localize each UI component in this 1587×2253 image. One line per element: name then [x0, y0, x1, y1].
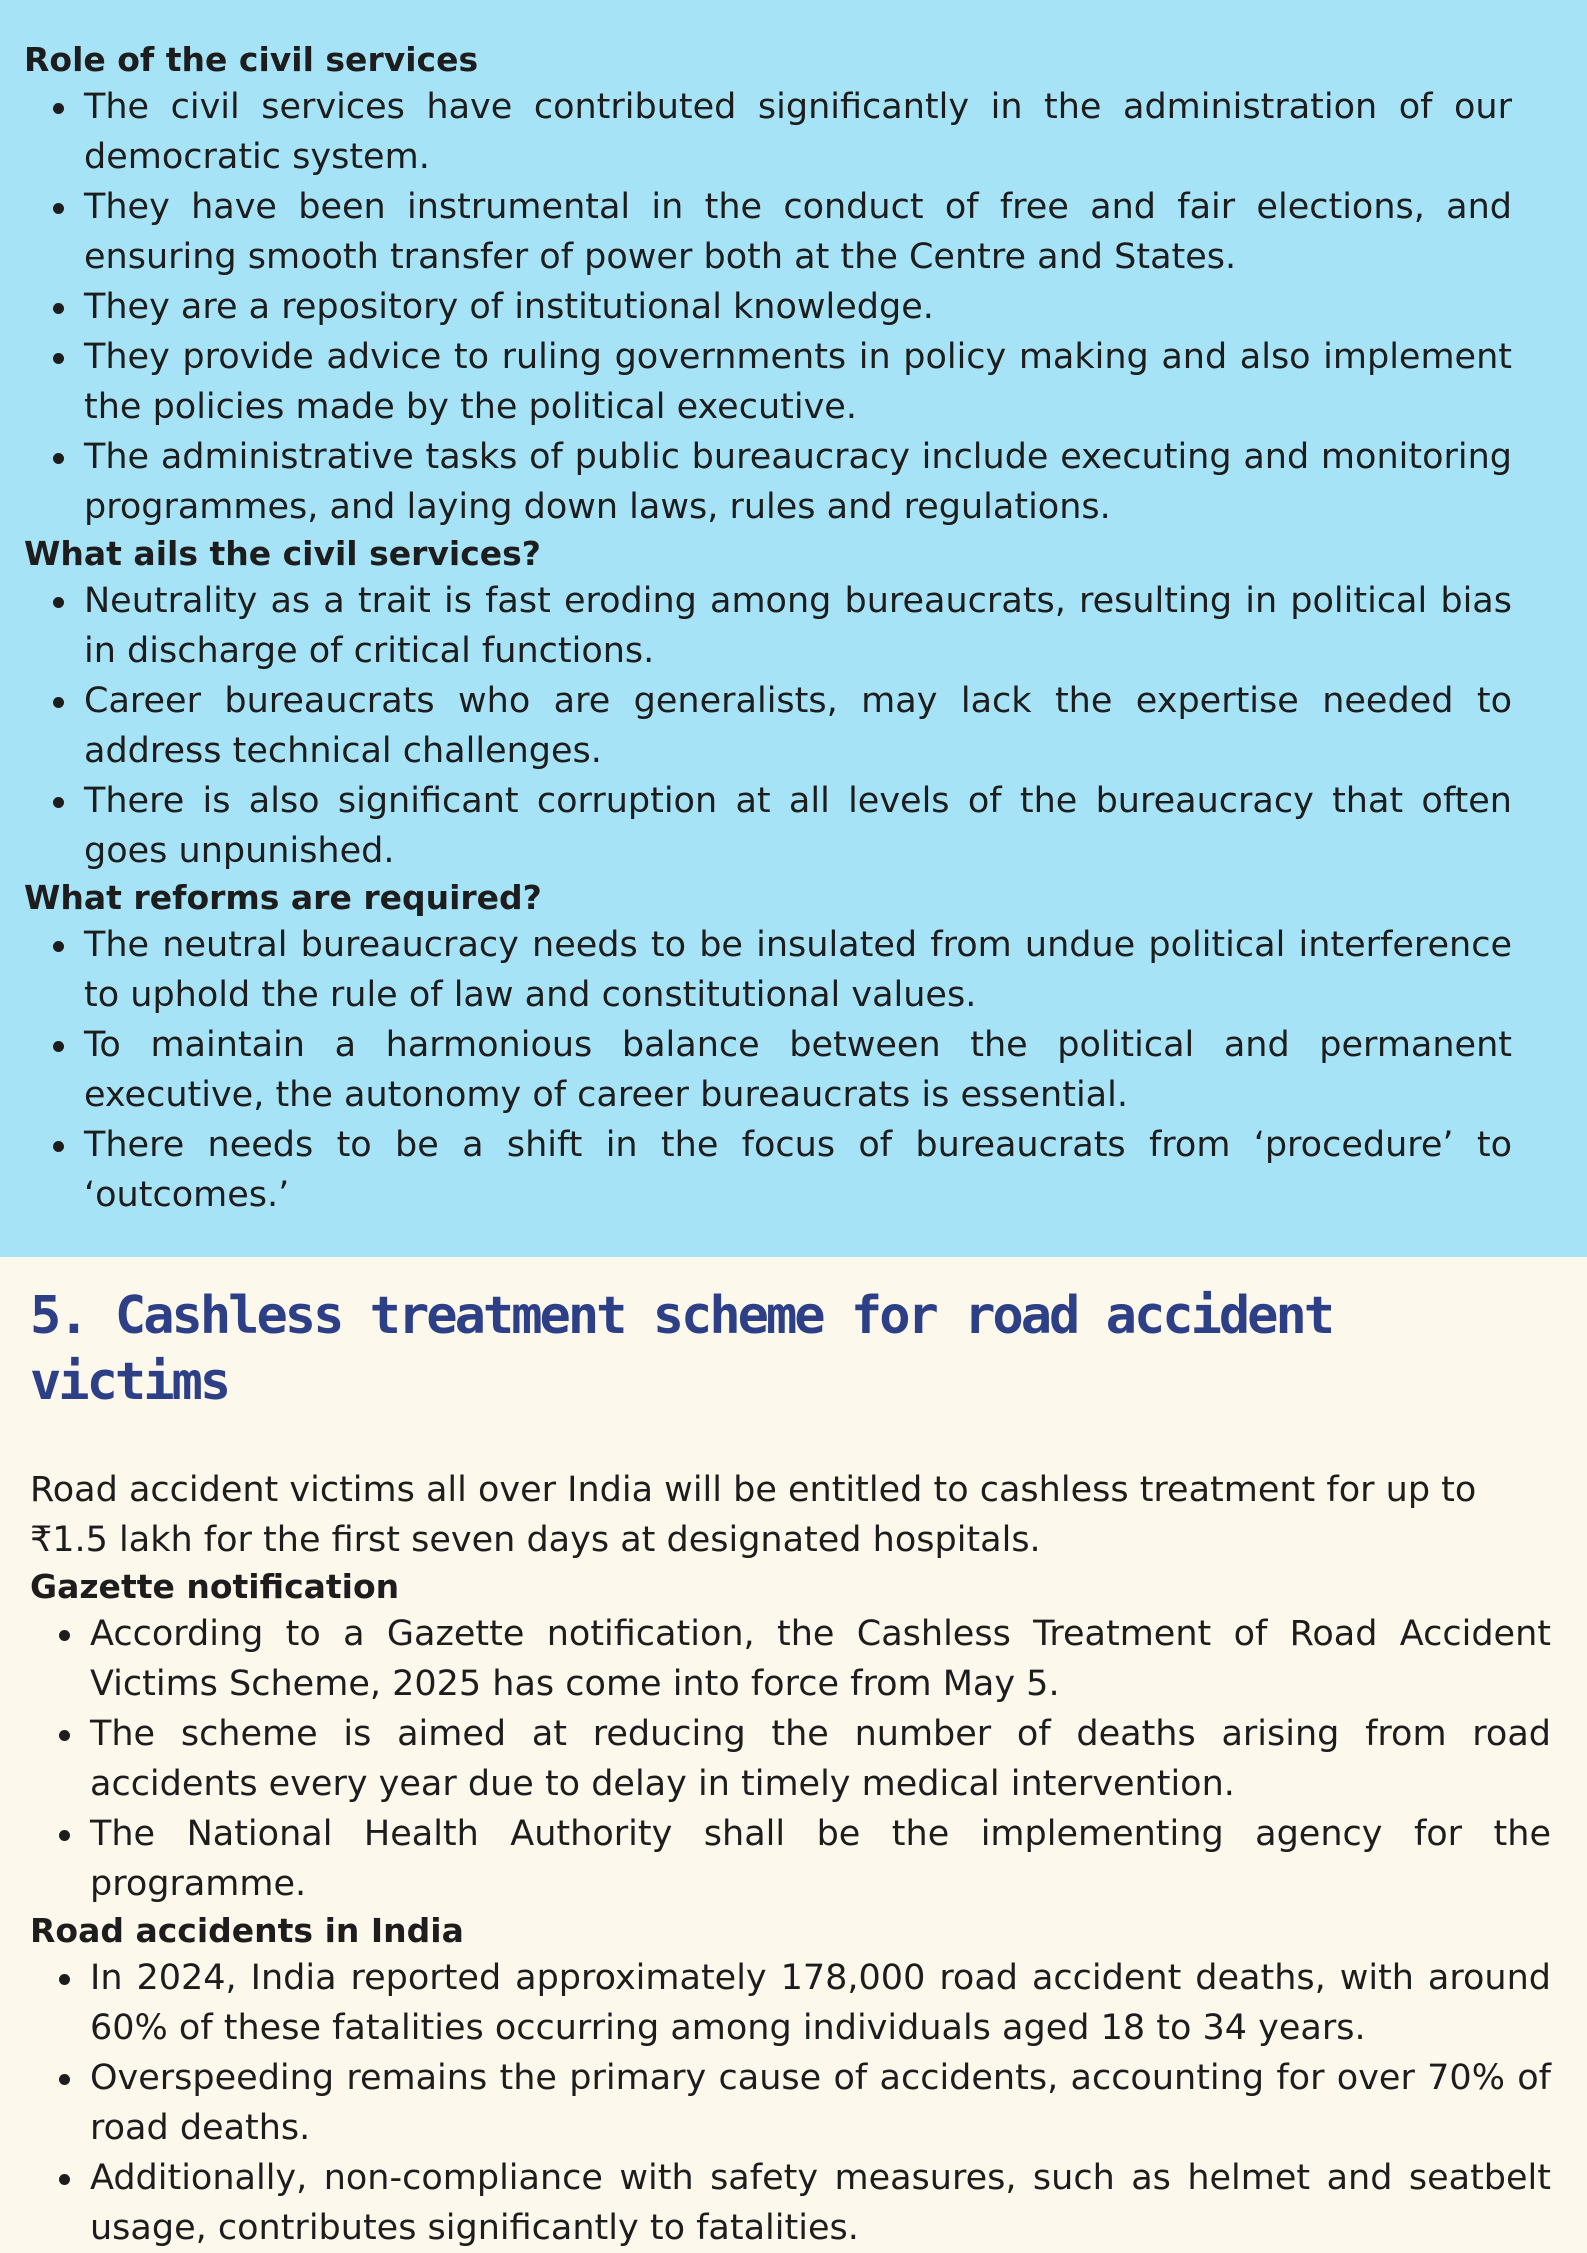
bullet-list-ails — [24, 576, 1512, 876]
list-item: They have been instrumental in the conduct of free and fair elections, and ensuring smooth transfer of power both at the Centre and States. — [84, 182, 1512, 282]
section-heading-ails: What ails the civil services? — [24, 534, 541, 573]
list-item: The scheme is aimed at reducing the number of deaths arising from road accidents every year due to delay in timely medical intervention. — [90, 1709, 1551, 1809]
section-heading-role: Role of the civil services — [24, 40, 479, 79]
bullet-list-role — [24, 82, 1512, 532]
section-heading-gazette: Gazette notification — [30, 1567, 400, 1606]
list-item: There is also significant corruption at all levels of the bureaucracy that often goes unpunished. — [84, 776, 1512, 876]
list-item: There needs to be a shift in the focus of bureaucrats from ‘procedure’ to ‘outcomes.’ — [84, 1120, 1512, 1220]
list-item: The administrative tasks of public bureaucracy include executing and monitoring programmes, and laying down laws, rules and regulations. — [84, 432, 1512, 532]
bullet-list-gazette — [30, 1609, 1551, 1909]
list-item: They are a repository of institutional knowledge. — [84, 282, 1512, 332]
list-item: Overspeeding remains the primary cause of accidents, accounting for over 70% of road deaths. — [90, 2053, 1551, 2153]
list-item: Neutrality as a trait is fast eroding among bureaucrats, resulting in political bias in discharge of critical functions. — [84, 576, 1512, 676]
bullet-list-reforms — [24, 920, 1512, 1220]
list-item: The civil services have contributed significantly in the administration of our democratic system. — [84, 82, 1512, 182]
list-item: Additionally, non-compliance with safety measures, such as helmet and seatbelt usage, contributes significantly to fatalities. — [90, 2153, 1551, 2253]
article-title: 5. Cashless treatment scheme for road accident victims — [30, 1286, 1333, 1412]
list-item: The National Health Authority shall be the implementing agency for the programme. — [90, 1809, 1551, 1909]
list-item: In 2024, India reported approximately 178,000 road accident deaths, with around 60% of these fatalities occurring among individuals aged 18 to 34 years. — [90, 1953, 1551, 2053]
section-heading-road-accidents: Road accidents in India — [30, 1911, 464, 1950]
list-item: They provide advice to ruling governments in policy making and also implement the policies made by the political executive. — [84, 332, 1512, 432]
list-item: Career bureaucrats who are generalists, may lack the expertise needed to address technical challenges. — [84, 676, 1512, 776]
list-item: To maintain a harmonious balance between the political and permanent executive, the autonomy of career bureaucrats is essential. — [84, 1020, 1512, 1120]
bullet-list-road-accidents — [30, 1953, 1551, 2253]
section-heading-reforms: What reforms are required? — [24, 878, 542, 917]
article-intro: Road accident victims all over India will be entitled to cashless treatment for up to ₹1.5 lakh for the first seven days at designated hospitals. — [30, 1470, 1477, 1560]
list-item: The neutral bureaucracy needs to be insulated from undue political interference to uphold the rule of law and constitutional values. — [84, 920, 1512, 1020]
cashless-treatment-article — [0, 1257, 1587, 2248]
list-item: According to a Gazette notification, the Cashless Treatment of Road Accident Victims Scheme, 2025 has come into force from May 5. — [90, 1609, 1551, 1709]
